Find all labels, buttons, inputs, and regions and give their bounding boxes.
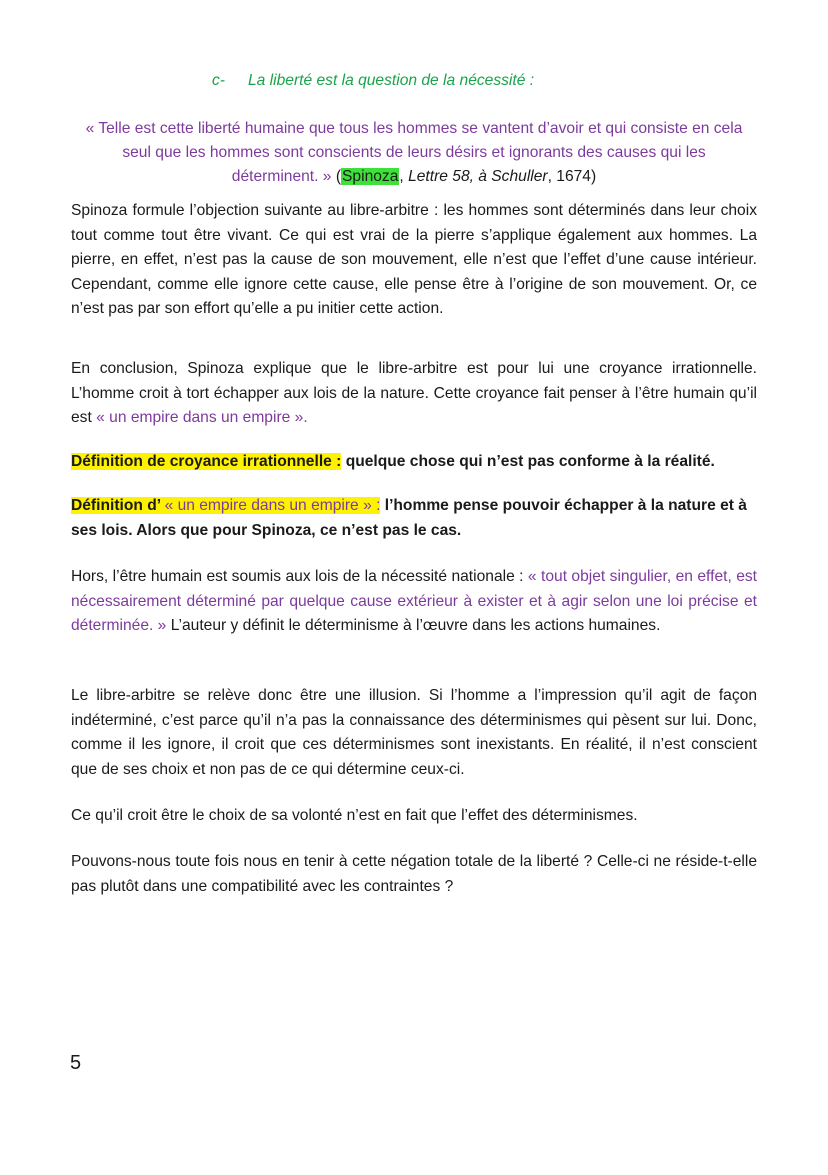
citation-year: , 1674) bbox=[547, 168, 597, 185]
paragraph-volonte: Ce qu’il croit être le choix de sa volonté n’est en fait que l’effet des déterminismes. bbox=[71, 807, 638, 824]
conclusion-text: En conclusion, Spinoza explique que le libre-arbitre est pour lui une croyance irrationnelle. L’homme croit à tort échapper aux lois de la nature. Cette croyance fait penser à l’être humain qu’il est bbox=[71, 360, 757, 427]
definition-croyance-label: Définition de croyance irrationnelle : bbox=[71, 453, 342, 470]
page-number: 5 bbox=[70, 1052, 82, 1074]
definition-empire-label-prefix: Définition d’ bbox=[71, 497, 165, 514]
paragraph-illusion: Le libre-arbitre se relève donc être une illusion. Si l’homme a l’impression qu’il agit de façon indéterminé, c’est parce qu’il n’a pas la connaissance des déterminismes qui pèsent sur lui. Donc, comme il les ignore, il croit que ces déterminismes sont inexistants. En réalité, il n’est conscient que de ses choix et non pas de ce qui détermine ceux-ci. bbox=[71, 687, 757, 778]
spinoza-quote bbox=[80, 117, 748, 189]
citation-work: Lettre 58, à Schuller bbox=[408, 168, 548, 185]
section-number: c- bbox=[212, 72, 225, 89]
citation-author: Spinoza bbox=[342, 168, 399, 185]
quote-text: « Telle est cette liberté humaine que tous les hommes se vantent d’avoir et qui consiste en cela seul que les hommes sont conscients de leurs désirs et ignorants des causes qui les déterminent. » bbox=[85, 120, 743, 185]
definition-empire bbox=[71, 494, 757, 543]
necessite-text-before: Hors, l’être humain est soumis aux lois de la nécessité nationale : bbox=[71, 568, 528, 585]
conclusion-quote: « un empire dans un empire ». bbox=[96, 409, 308, 427]
definition-empire-label-quote: « un empire dans un empire » : bbox=[164, 497, 381, 514]
paragraph-question: Pouvons-nous toute fois nous en tenir à cette négation totale de la liberté ? Celle-ci ne réside-t-elle pas plutôt dans une compatibilité avec les contraintes ? bbox=[71, 853, 757, 895]
quote-citation: (Spinoza, Lettre 58, à Schuller, 1674) bbox=[335, 168, 597, 185]
section-heading bbox=[212, 72, 534, 90]
definition-empire-text: l’homme pense pouvoir échapper à la nature et à ses lois. Alors que pour Spinoza, ce n’est pas le cas. bbox=[71, 497, 747, 539]
section-title: La liberté est la question de la nécessité : bbox=[248, 72, 535, 89]
paragraph-objection: Spinoza formule l’objection suivante au libre-arbitre : les hommes sont déterminés dans leur choix tout comme tout être vivant. Ce qui est vrai de la pierre s’applique également aux hommes. La pierre, en effet, n’est pas la cause de son mouvement, elle n’est que l’effet d’une cause intérieur. Cependant, comme elle ignore cette cause, elle pense être à l’origine de son mouvement. Or, ce n’est pas par son effort qu’elle a pu initier cette action. bbox=[71, 202, 757, 318]
necessite-quote: « tout objet singulier, en effet, est nécessairement déterminé par quelque cause extérieur à exister et à agir selon une loi précise et déterminée. » bbox=[71, 568, 757, 635]
citation-open-paren: ( bbox=[335, 168, 342, 185]
paragraph-conclusion bbox=[71, 357, 757, 431]
definition-croyance bbox=[71, 450, 757, 475]
necessite-text-after: L’auteur y définit le déterminisme à l’œuvre dans les actions humaines. bbox=[166, 617, 661, 635]
paragraph-necessite bbox=[71, 565, 757, 639]
definition-croyance-text: quelque chose qui n’est pas conforme à la réalité. bbox=[341, 453, 715, 470]
